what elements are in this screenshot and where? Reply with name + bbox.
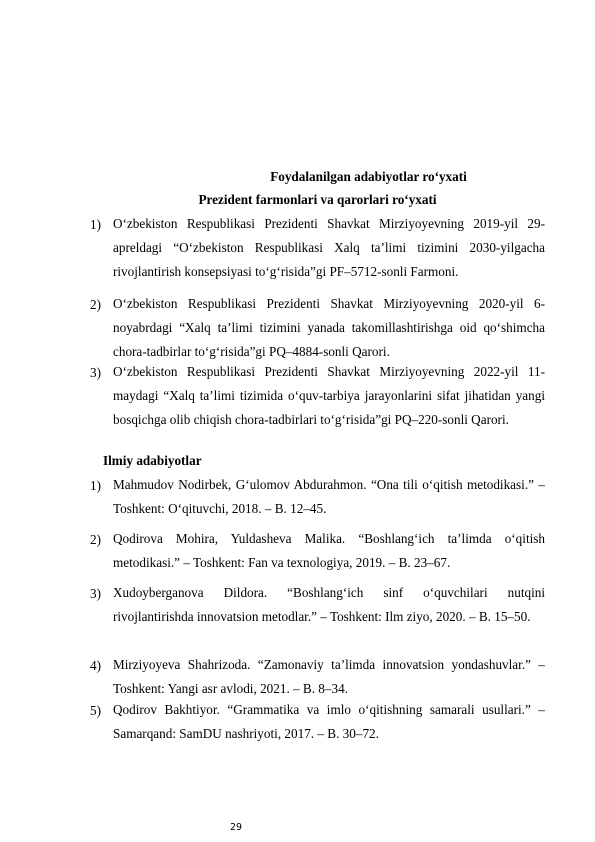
list-number: 1) <box>90 217 101 232</box>
list-number: 2) <box>90 297 101 312</box>
list-number: 3) <box>90 586 101 601</box>
list-item: Mahmudov Nodirbek, G‘ulomov Abdurahmon. “Ona tili o‘qitish metodikasi.” – Toshkent: O‘qituvchi, 2018. – B. 12–45. <box>113 477 545 516</box>
list-number: 2) <box>90 532 101 547</box>
page-number: 29 <box>230 822 243 833</box>
list-number: 4) <box>90 658 101 673</box>
list-number: 1) <box>90 478 101 493</box>
list-number: 3) <box>90 365 101 380</box>
list-item: O‘zbekiston Respublikasi Prezidenti Shavkat Mirziyoyevning 2022-yil 11-maydagi “Xalq ta’limi tizimida o‘quv-tarbiya jarayonlarini sifat jihatidan yangi bosqichga olib chiqish chora-tadbirlari to‘g‘risida”gi PQ–220-sonli Qarori. <box>113 364 545 427</box>
list-item: Qodirova Mohira, Yuldasheva Malika. “Boshlang‘ich ta’limda o‘qitish metodikasi.” – Toshkent: Fan va texnologiya, 2019. – B. 23–67. <box>113 531 545 570</box>
list-item: O‘zbekiston Respublikasi Prezidenti Shavkat Mirziyoyevning 2020-yil 6-noyabrdagi “Xalq ta’limi tizimini yanada takomillashtirishga oid qo‘shimcha chora-tadbirlar to‘g‘risida”gi PQ–4884-sonli Qarori. <box>113 296 545 359</box>
list-item: Qodirov Bakhtiyor. “Grammatika va imlo o‘qitishning samarali usullari.” – Samarqand: SamDU nashriyoti, 2017. – B. 30–72. <box>113 702 545 741</box>
page-heading: Foydalanilgan adabiyotlar ro‘yxati <box>270 169 467 184</box>
list-item: Mirziyoyeva Shahrizoda. “Zamonaviy ta’limda innovatsion yondashuvlar.” – Toshkent: Yangi asr avlodi, 2021. – B. 8–34. <box>113 657 545 696</box>
list-item: Xudoyberganova Dildora. “Boshlang‘ich sinf o‘quvchilari nutqini rivojlantirishda innovatsion metodlar.” – Toshkent: Ilm ziyo, 2020. – B. 15–50. <box>113 585 545 624</box>
list-item: O‘zbekiston Respublikasi Prezidenti Shavkat Mirziyoyevning 2019-yil 29-apreldagi “O‘zbekiston Respublikasi Xalq ta’limi tizimini 2030-yilgacha rivojlantirish konsepsiyasi to‘g‘risida”gi PF–5712-sonli Farmoni. <box>113 216 545 279</box>
list-number: 5) <box>90 703 101 718</box>
section-title-literature: Ilmiy adabiyotlar <box>103 453 202 468</box>
section-title-decrees: Prezident farmonlari va qarorlari ro‘yxati <box>198 192 437 207</box>
